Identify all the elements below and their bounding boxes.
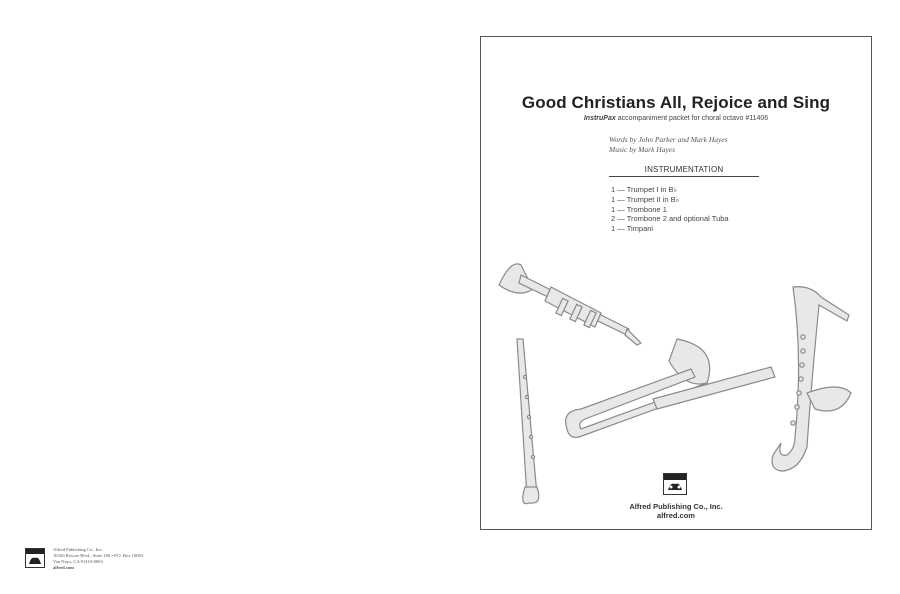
piece-title: Good Christians All, Rejoice and Sing — [521, 93, 831, 112]
address-line: Van Nuys, CA 91410-0003 — [53, 559, 103, 564]
instrument-item: 1 — Trombone 1 — [611, 204, 667, 214]
address-line: 16320 Roscoe Blvd., Suite 100 • P.O. Box 10003 — [53, 553, 144, 558]
publisher-company: Alfred Publishing Co., Inc. — [629, 502, 723, 511]
instruments-illustration — [481, 37, 873, 531]
instrument-item: 1 — Trumpet I in B♭ — [611, 185, 678, 194]
saxophone-icon — [772, 287, 851, 471]
alfred-logo-icon — [664, 474, 686, 494]
cover-page — [480, 36, 872, 530]
trombone-icon — [566, 339, 775, 437]
subtitle-text: accompaniment packet for choral octavo #11406 — [615, 115, 769, 122]
clarinet-icon — [517, 339, 539, 504]
instrumentation-heading: INSTRUMENTATION — [609, 165, 759, 177]
instrument-item: 1 — Timpani — [611, 224, 654, 234]
address-website: alfred.com — [53, 565, 74, 570]
music-credit: Music by Mark Hayes — [609, 145, 676, 154]
back-address — [53, 547, 143, 571]
brand-name: InstruPax — [583, 115, 616, 122]
instrument-item: 1 — Trumpet II in B♭ — [611, 194, 680, 204]
address-line: Alfred Publishing Co., Inc. — [53, 547, 103, 552]
instrument-item: 2 — Trombone 2 and optional Tuba — [611, 214, 729, 224]
publisher-website: alfred.com — [657, 511, 695, 520]
publisher-logo — [663, 473, 687, 495]
trumpet-icon — [499, 264, 641, 345]
alfred-logo-icon — [26, 549, 44, 567]
words-credit: Words by John Parker and Mark Hayes — [609, 135, 728, 144]
publisher-name — [481, 502, 871, 520]
back-publisher-logo — [25, 548, 45, 568]
